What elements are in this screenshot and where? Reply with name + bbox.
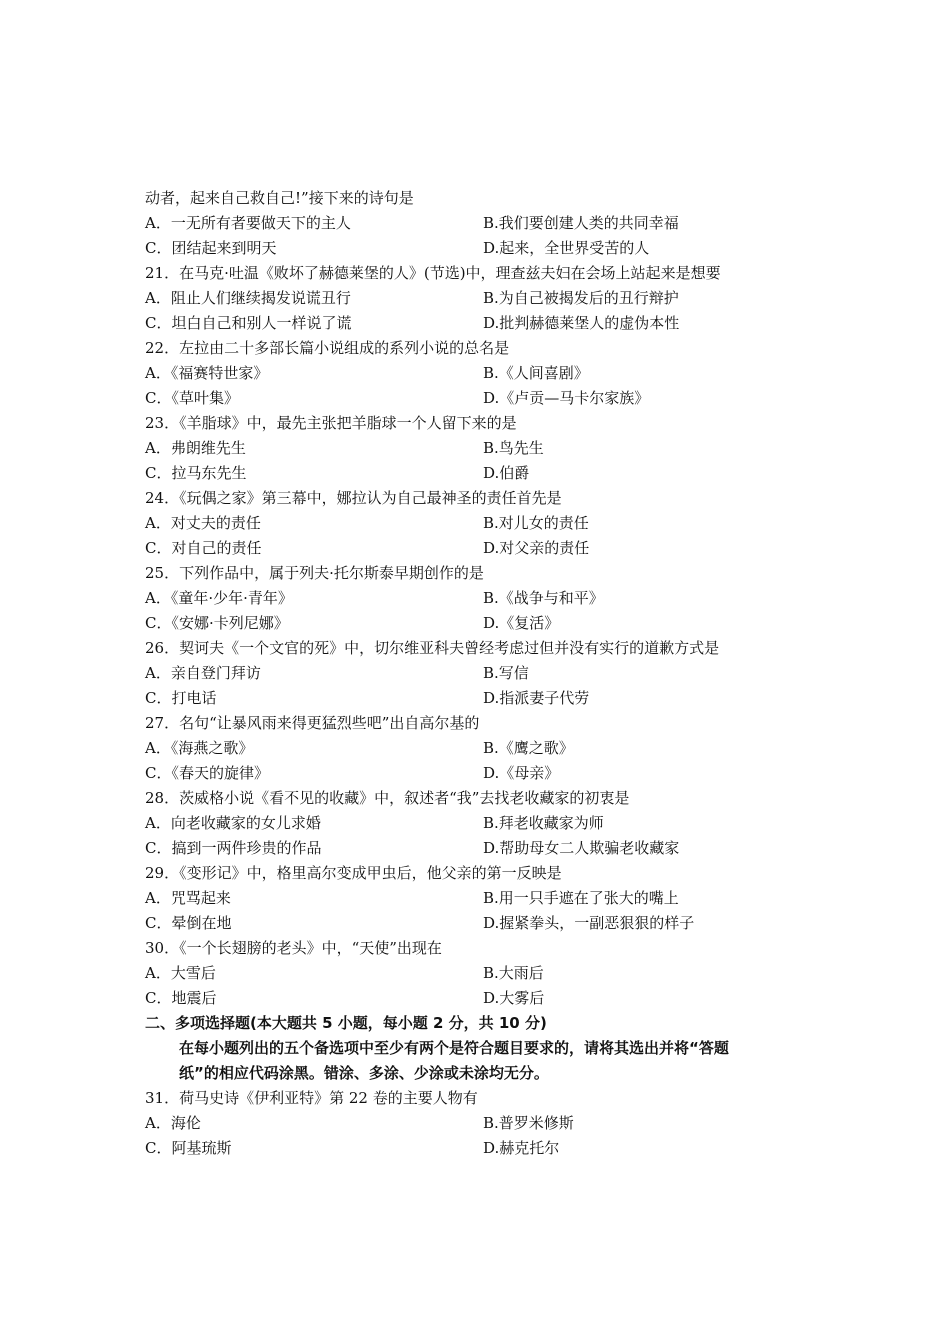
option-c: C．拉马东先生 <box>145 464 247 482</box>
option-a: A．弗朗维先生 <box>145 439 246 457</box>
option-d: D.握紧拳头，一副恶狠狠的样子 <box>483 914 695 932</box>
option-row <box>145 661 825 686</box>
section-2-instruction-line2: 纸”的相应代码涂黑。错涂、多涂、少涂或未涂均无分。 <box>179 1064 549 1082</box>
option-row <box>145 236 825 261</box>
option-c: C．坦白自己和别人一样说了谎 <box>145 314 352 332</box>
question-23-stem: 23．《羊脂球》中，最先主张把羊脂球一个人留下来的是 <box>145 414 517 432</box>
section-2-instruction-line1: 在每小题列出的五个备选项中至少有两个是符合题目要求的，请将其选出并将“答题 <box>179 1039 729 1057</box>
exam-page <box>145 186 825 1161</box>
option-b: B.写信 <box>483 664 529 682</box>
option-c: C．搞到一两件珍贵的作品 <box>145 839 322 857</box>
option-a: A．《海燕之歌》 <box>145 739 254 757</box>
option-a: A．向老收藏家的女儿求婚 <box>145 814 321 832</box>
option-d: D.伯爵 <box>483 464 530 482</box>
question-28-stem: 28．茨威格小说《看不见的收藏》中，叙述者“我”去找老收藏家的初衷是 <box>145 789 630 807</box>
option-d: D.对父亲的责任 <box>483 539 590 557</box>
option-row <box>145 686 825 711</box>
option-a: A．一无所有者要做天下的主人 <box>145 214 351 232</box>
option-b: B.普罗米修斯 <box>483 1114 574 1132</box>
option-b: B.《战争与和平》 <box>483 589 604 607</box>
option-row <box>145 211 825 236</box>
option-row <box>145 811 825 836</box>
option-b: B.为自己被揭发后的丑行辩护 <box>483 289 679 307</box>
option-row <box>145 736 825 761</box>
question-24-stem: 24．《玩偶之家》第三幕中，娜拉认为自己最神圣的责任首先是 <box>145 489 562 507</box>
option-row <box>145 536 825 561</box>
option-b: B.用一只手遮在了张大的嘴上 <box>483 889 679 907</box>
option-b: B.大雨后 <box>483 964 544 982</box>
option-row <box>145 836 825 861</box>
option-d: D.起来，全世界受苦的人 <box>483 239 650 257</box>
question-26-stem: 26．契诃夫《一个文官的死》中，切尔维亚科夫曾经考虑过但并没有实行的道歉方式是 <box>145 639 720 657</box>
option-row <box>145 286 825 311</box>
question-22-stem: 22．左拉由二十多部长篇小说组成的系列小说的总名是 <box>145 339 510 357</box>
option-row <box>145 986 825 1011</box>
option-a: A．咒骂起来 <box>145 889 231 907</box>
option-c: C．阿基琉斯 <box>145 1139 232 1157</box>
question-27-stem: 27．名句“让暴风雨来得更猛烈些吧”出自高尔基的 <box>145 714 480 732</box>
option-d: D.《复活》 <box>483 614 560 632</box>
option-b: B.对儿女的责任 <box>483 514 589 532</box>
option-d: D.指派妻子代劳 <box>483 689 590 707</box>
option-row <box>145 1111 825 1136</box>
option-row <box>145 511 825 536</box>
option-d: D.赫克托尔 <box>483 1139 560 1157</box>
option-c: C．《草叶集》 <box>145 389 239 407</box>
option-c: C．团结起来到明天 <box>145 239 277 257</box>
option-a: A．海伦 <box>145 1114 201 1132</box>
option-d: D.批判赫德莱堡人的虚伪本性 <box>483 314 680 332</box>
option-d: D.帮助母女二人欺骗老收藏家 <box>483 839 680 857</box>
option-c: C．打电话 <box>145 689 217 707</box>
option-d: D.《卢贡—马卡尔家族》 <box>483 389 650 407</box>
option-b: B.我们要创建人类的共同幸福 <box>483 214 679 232</box>
option-row <box>145 1136 825 1161</box>
option-b: B.鸟先生 <box>483 439 544 457</box>
option-row <box>145 586 825 611</box>
question-21-stem: 21．在马克·吐温《败坏了赫德莱堡的人》(节选)中，理查兹夫妇在会场上站起来是想要 <box>145 264 721 282</box>
question-30-stem: 30．《一个长翅膀的老头》中，“天使”出现在 <box>145 939 442 957</box>
option-a: A．阻止人们继续揭发说谎丑行 <box>145 289 351 307</box>
option-row <box>145 436 825 461</box>
option-a: A．对丈夫的责任 <box>145 514 261 532</box>
option-d: D.大雾后 <box>483 989 545 1007</box>
section-2-title: 二、多项选择题(本大题共 5 小题，每小题 2 分，共 10 分) <box>145 1014 547 1032</box>
question-29-stem: 29．《变形记》中，格里高尔变成甲虫后，他父亲的第一反映是 <box>145 864 562 882</box>
option-c: C．《春天的旋律》 <box>145 764 269 782</box>
option-a: A．《童年·少年·青年》 <box>145 589 293 607</box>
option-c: C．地震后 <box>145 989 217 1007</box>
option-row <box>145 361 825 386</box>
question-20-stem-continuation: 动者，起来自己救自己!”接下来的诗句是 <box>145 189 414 207</box>
option-c: C．晕倒在地 <box>145 914 232 932</box>
option-row <box>145 961 825 986</box>
option-b: B.《鹰之歌》 <box>483 739 574 757</box>
option-d: D.《母亲》 <box>483 764 560 782</box>
question-31-stem: 31．荷马史诗《伊利亚特》第 22 卷的主要人物有 <box>145 1089 478 1107</box>
option-b: B.《人间喜剧》 <box>483 364 589 382</box>
option-row <box>145 911 825 936</box>
option-row <box>145 611 825 636</box>
option-c: C．对自己的责任 <box>145 539 262 557</box>
option-row <box>145 761 825 786</box>
option-a: A．亲自登门拜访 <box>145 664 261 682</box>
option-b: B.拜老收藏家为师 <box>483 814 604 832</box>
option-row <box>145 386 825 411</box>
option-a: A．《福赛特世家》 <box>145 364 269 382</box>
option-a: A．大雪后 <box>145 964 216 982</box>
option-row <box>145 461 825 486</box>
option-row <box>145 886 825 911</box>
option-c: C．《安娜·卡列尼娜》 <box>145 614 289 632</box>
question-25-stem: 25．下列作品中，属于列夫·托尔斯泰早期创作的是 <box>145 564 484 582</box>
option-row <box>145 311 825 336</box>
